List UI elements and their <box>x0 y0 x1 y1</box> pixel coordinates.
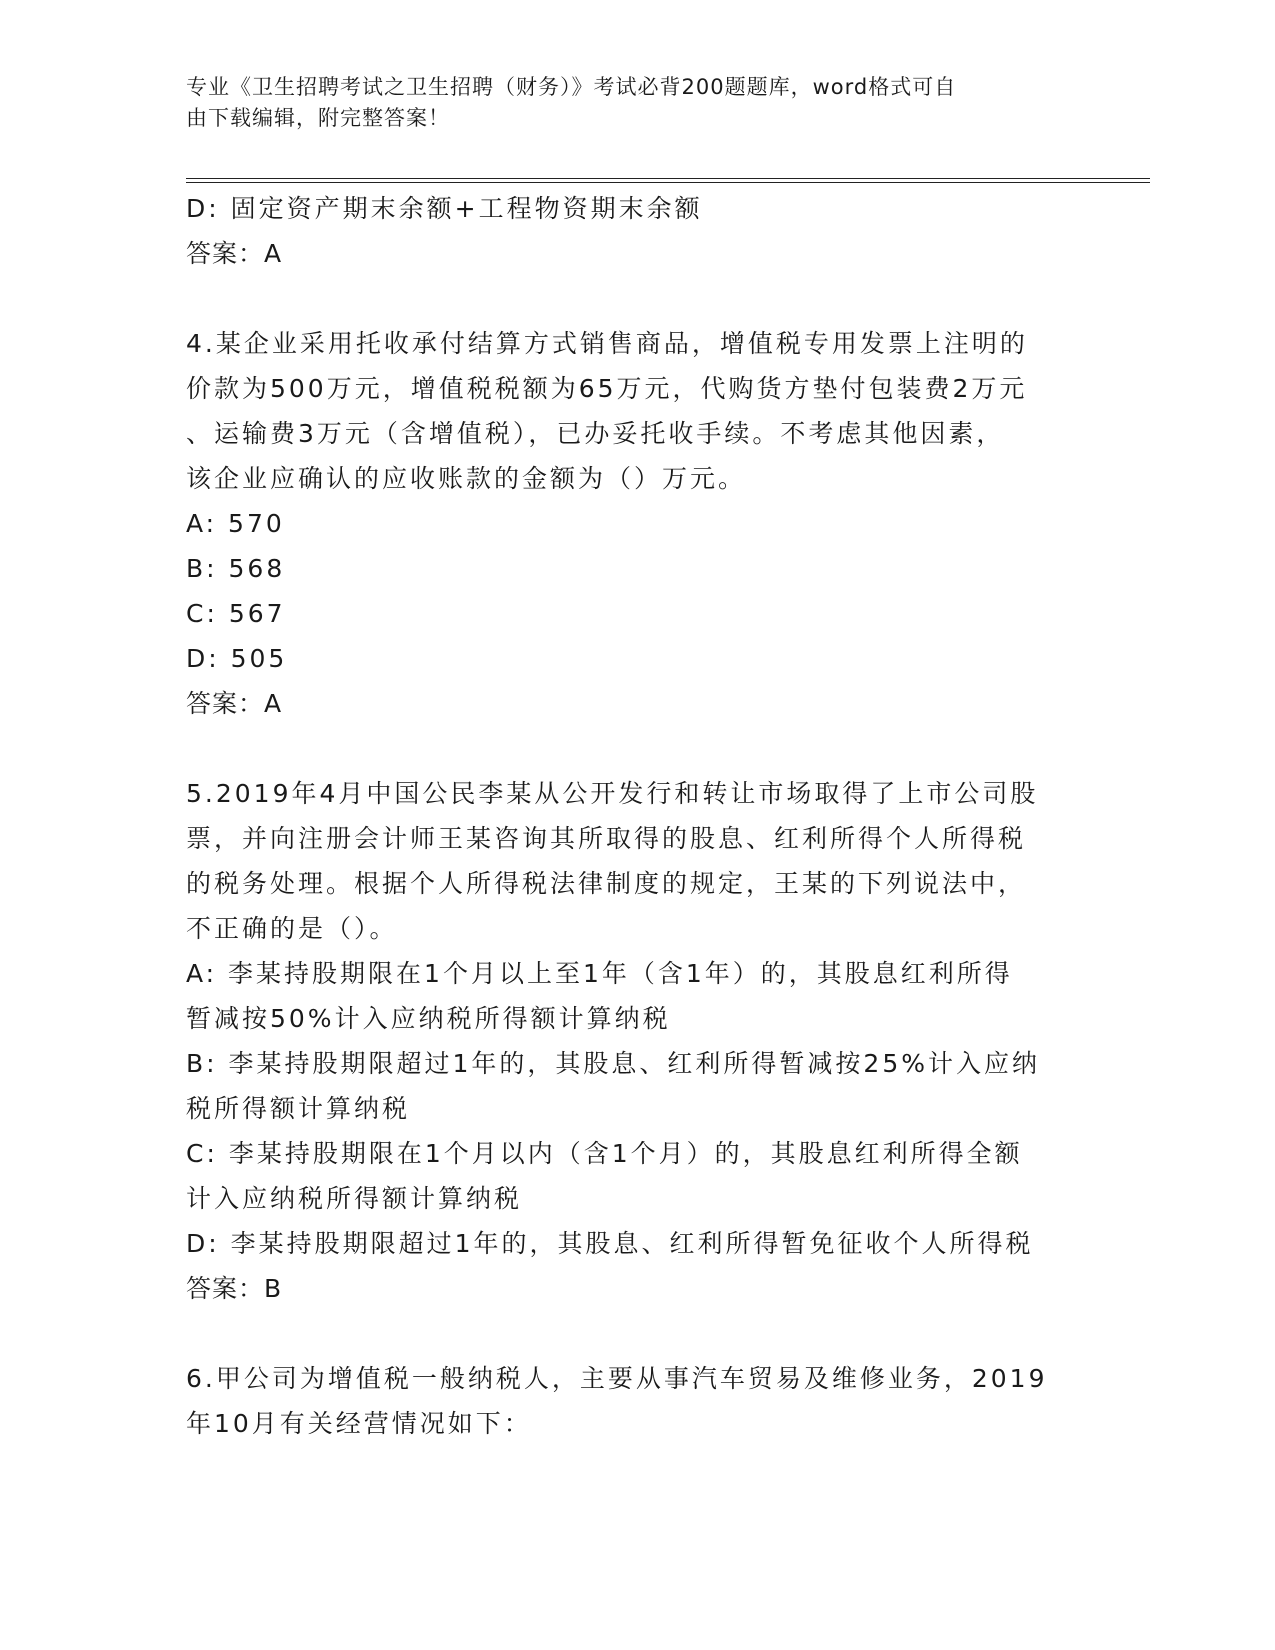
spacer <box>186 726 1086 771</box>
q5-option-c-cont: 计入应纳税所得额计算纳税 <box>186 1184 523 1213</box>
q4-option-a: A: 570 <box>186 509 285 538</box>
q4-option-c: C: 567 <box>186 599 286 628</box>
prev-option-d: D: 固定资产期末余额+工程物资期末余额 <box>186 194 703 223</box>
prev-answer: 答案：A <box>186 239 283 268</box>
document-body <box>186 186 1086 1446</box>
q4-stem-line: 价款为500万元，增值税税额为65万元，代购货方垫付包装费2万元 <box>186 374 1028 403</box>
q6-stem-line: 年10月有关经营情况如下： <box>186 1409 532 1438</box>
q5-answer: 答案：B <box>186 1274 283 1303</box>
q5-option-a: A: 李某持股期限在1个月以上至1年（含1年）的，其股息红利所得 <box>186 959 1013 988</box>
q5-option-a-cont: 暂减按50%计入应纳税所得额计算纳税 <box>186 1004 671 1033</box>
q6-stem-line: 6.甲公司为增值税一般纳税人，主要从事汽车贸易及维修业务，2019 <box>186 1364 1048 1393</box>
spacer <box>186 1311 1086 1356</box>
header-line-2: 由下载编辑，附完整答案！ <box>186 106 450 130</box>
q5-option-b-cont: 税所得额计算纳税 <box>186 1094 411 1123</box>
q4-answer: 答案：A <box>186 689 283 718</box>
q5-stem-line: 5.2019年4月中国公民李某从公开发行和转让市场取得了上市公司股 <box>186 779 1039 808</box>
q4-stem-line: 、运输费3万元（含增值税），已办妥托收手续。不考虑其他因素， <box>186 419 1005 448</box>
q4-stem-line: 4.某企业采用托收承付结算方式销售商品，增值税专用发票上注明的 <box>186 329 1028 358</box>
q5-option-b: B: 李某持股期限超过1年的，其股息、红利所得暂减按25%计入应纳 <box>186 1049 1040 1078</box>
q5-option-c: C: 李某持股期限在1个月以内（含1个月）的，其股息红利所得全额 <box>186 1139 1023 1168</box>
header-rule-bottom <box>186 182 1150 183</box>
spacer <box>186 276 1086 321</box>
q5-stem-line: 的税务处理。根据个人所得税法律制度的规定，王某的下列说法中， <box>186 869 1027 898</box>
header-rule-top <box>186 178 1150 179</box>
q5-stem-line: 不正确的是（）。 <box>186 914 398 943</box>
q4-option-b: B: 568 <box>186 554 286 583</box>
q4-stem-line: 该企业应确认的应收账款的金额为（）万元。 <box>186 464 747 493</box>
q5-option-d: D: 李某持股期限超过1年的，其股息、红利所得暂免征收个人所得税 <box>186 1229 1034 1258</box>
header-line-1: 专业《卫生招聘考试之卫生招聘（财务）》考试必背200题题库，word格式可自 <box>186 75 957 99</box>
q5-stem-line: 票，并向注册会计师王某咨询其所取得的股息、红利所得个人所得税 <box>186 824 1027 853</box>
document-header <box>186 72 1066 134</box>
q4-option-d: D: 505 <box>186 644 288 673</box>
